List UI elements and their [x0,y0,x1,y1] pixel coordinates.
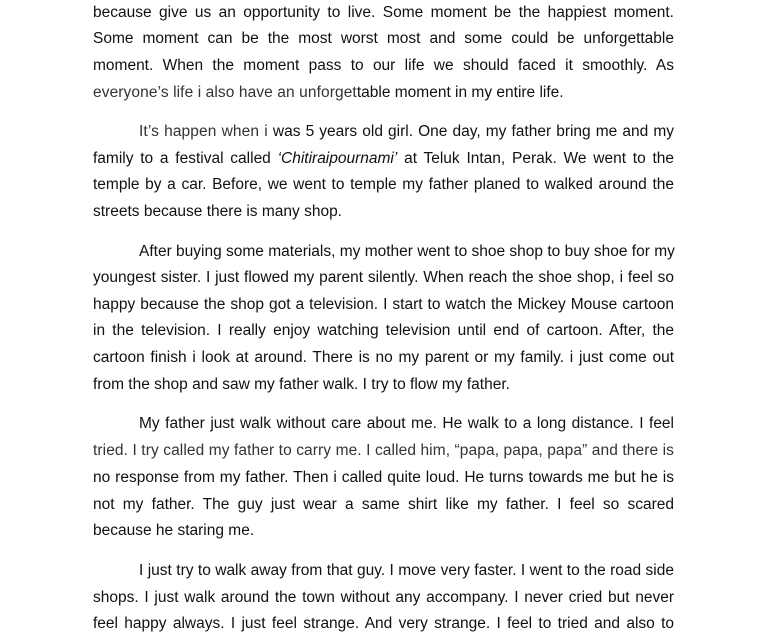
text-line: because he staring me. [93,522,255,539]
text-line: Some moment can be the most worst most and some could be unforgettable [93,30,674,47]
text-line: from the shop and saw my father walk. I try to flow my father. [93,376,510,393]
text-line: streets because there is many shop. [93,203,342,220]
text-line: in the television. I really enjoy watching television until end of cartoon. After, the [93,322,674,339]
text-span: was 5 years old girl. One day, my father bring me and my [267,123,675,140]
text-line: I just try to walk away from that guy. I move very faster. I went to the road side [139,562,674,579]
text-line: My father just walk without care about me. He walk to a long distance. I feel [139,415,674,432]
text-span: table moment in my entire life. [356,84,564,101]
festival-name: ‘Chitiraipournami’ [277,150,398,167]
text-line: temple by a car. Before, we went to temple my father planed to walked around the [93,176,674,193]
text-span: family to a festival called [93,150,278,167]
text-line: tried. I try called my father to carry me. I called him, “papa, papa, papa” and there is [93,442,674,459]
text-span: It’s happen when i [139,123,268,140]
text-line: happy because the shop got a television. I start to watch the Mickey Mouse cartoon [93,296,674,313]
text-span: everyone’s life i also have an unforget [93,84,357,101]
text-line: not my father. The guy just wear a same shirt like my father. I feel so scared [93,496,674,513]
text-line: because give us an opportunity to live. Some moment be the happiest moment. [93,4,674,21]
text-line [93,82,674,104]
text-span: at Teluk Intan, Perak. We went to the [397,150,675,167]
text-line: cartoon finish i look at around. There is no my parent or my family. i just come out [93,349,674,366]
text-line: shops. I just walk around the town without any accompany. I never cried but never [93,589,674,606]
text-line: youngest sister. I just flowed my parent silently. When reach the shoe shop, i feel so [93,269,674,286]
text-line: no response from my father. Then i called quite loud. He turns towards me but he is [93,469,674,486]
text-line: After buying some materials, my mother went to shoe shop to buy shoe for my [139,243,675,260]
text-line: feel happy always. I just feel strange. And very strange. I feel to tried and also to [93,615,674,632]
text-line [93,148,674,170]
text-line: moment. When the moment pass to our life we should faced it smoothly. As [93,57,674,74]
text-line [139,121,674,143]
